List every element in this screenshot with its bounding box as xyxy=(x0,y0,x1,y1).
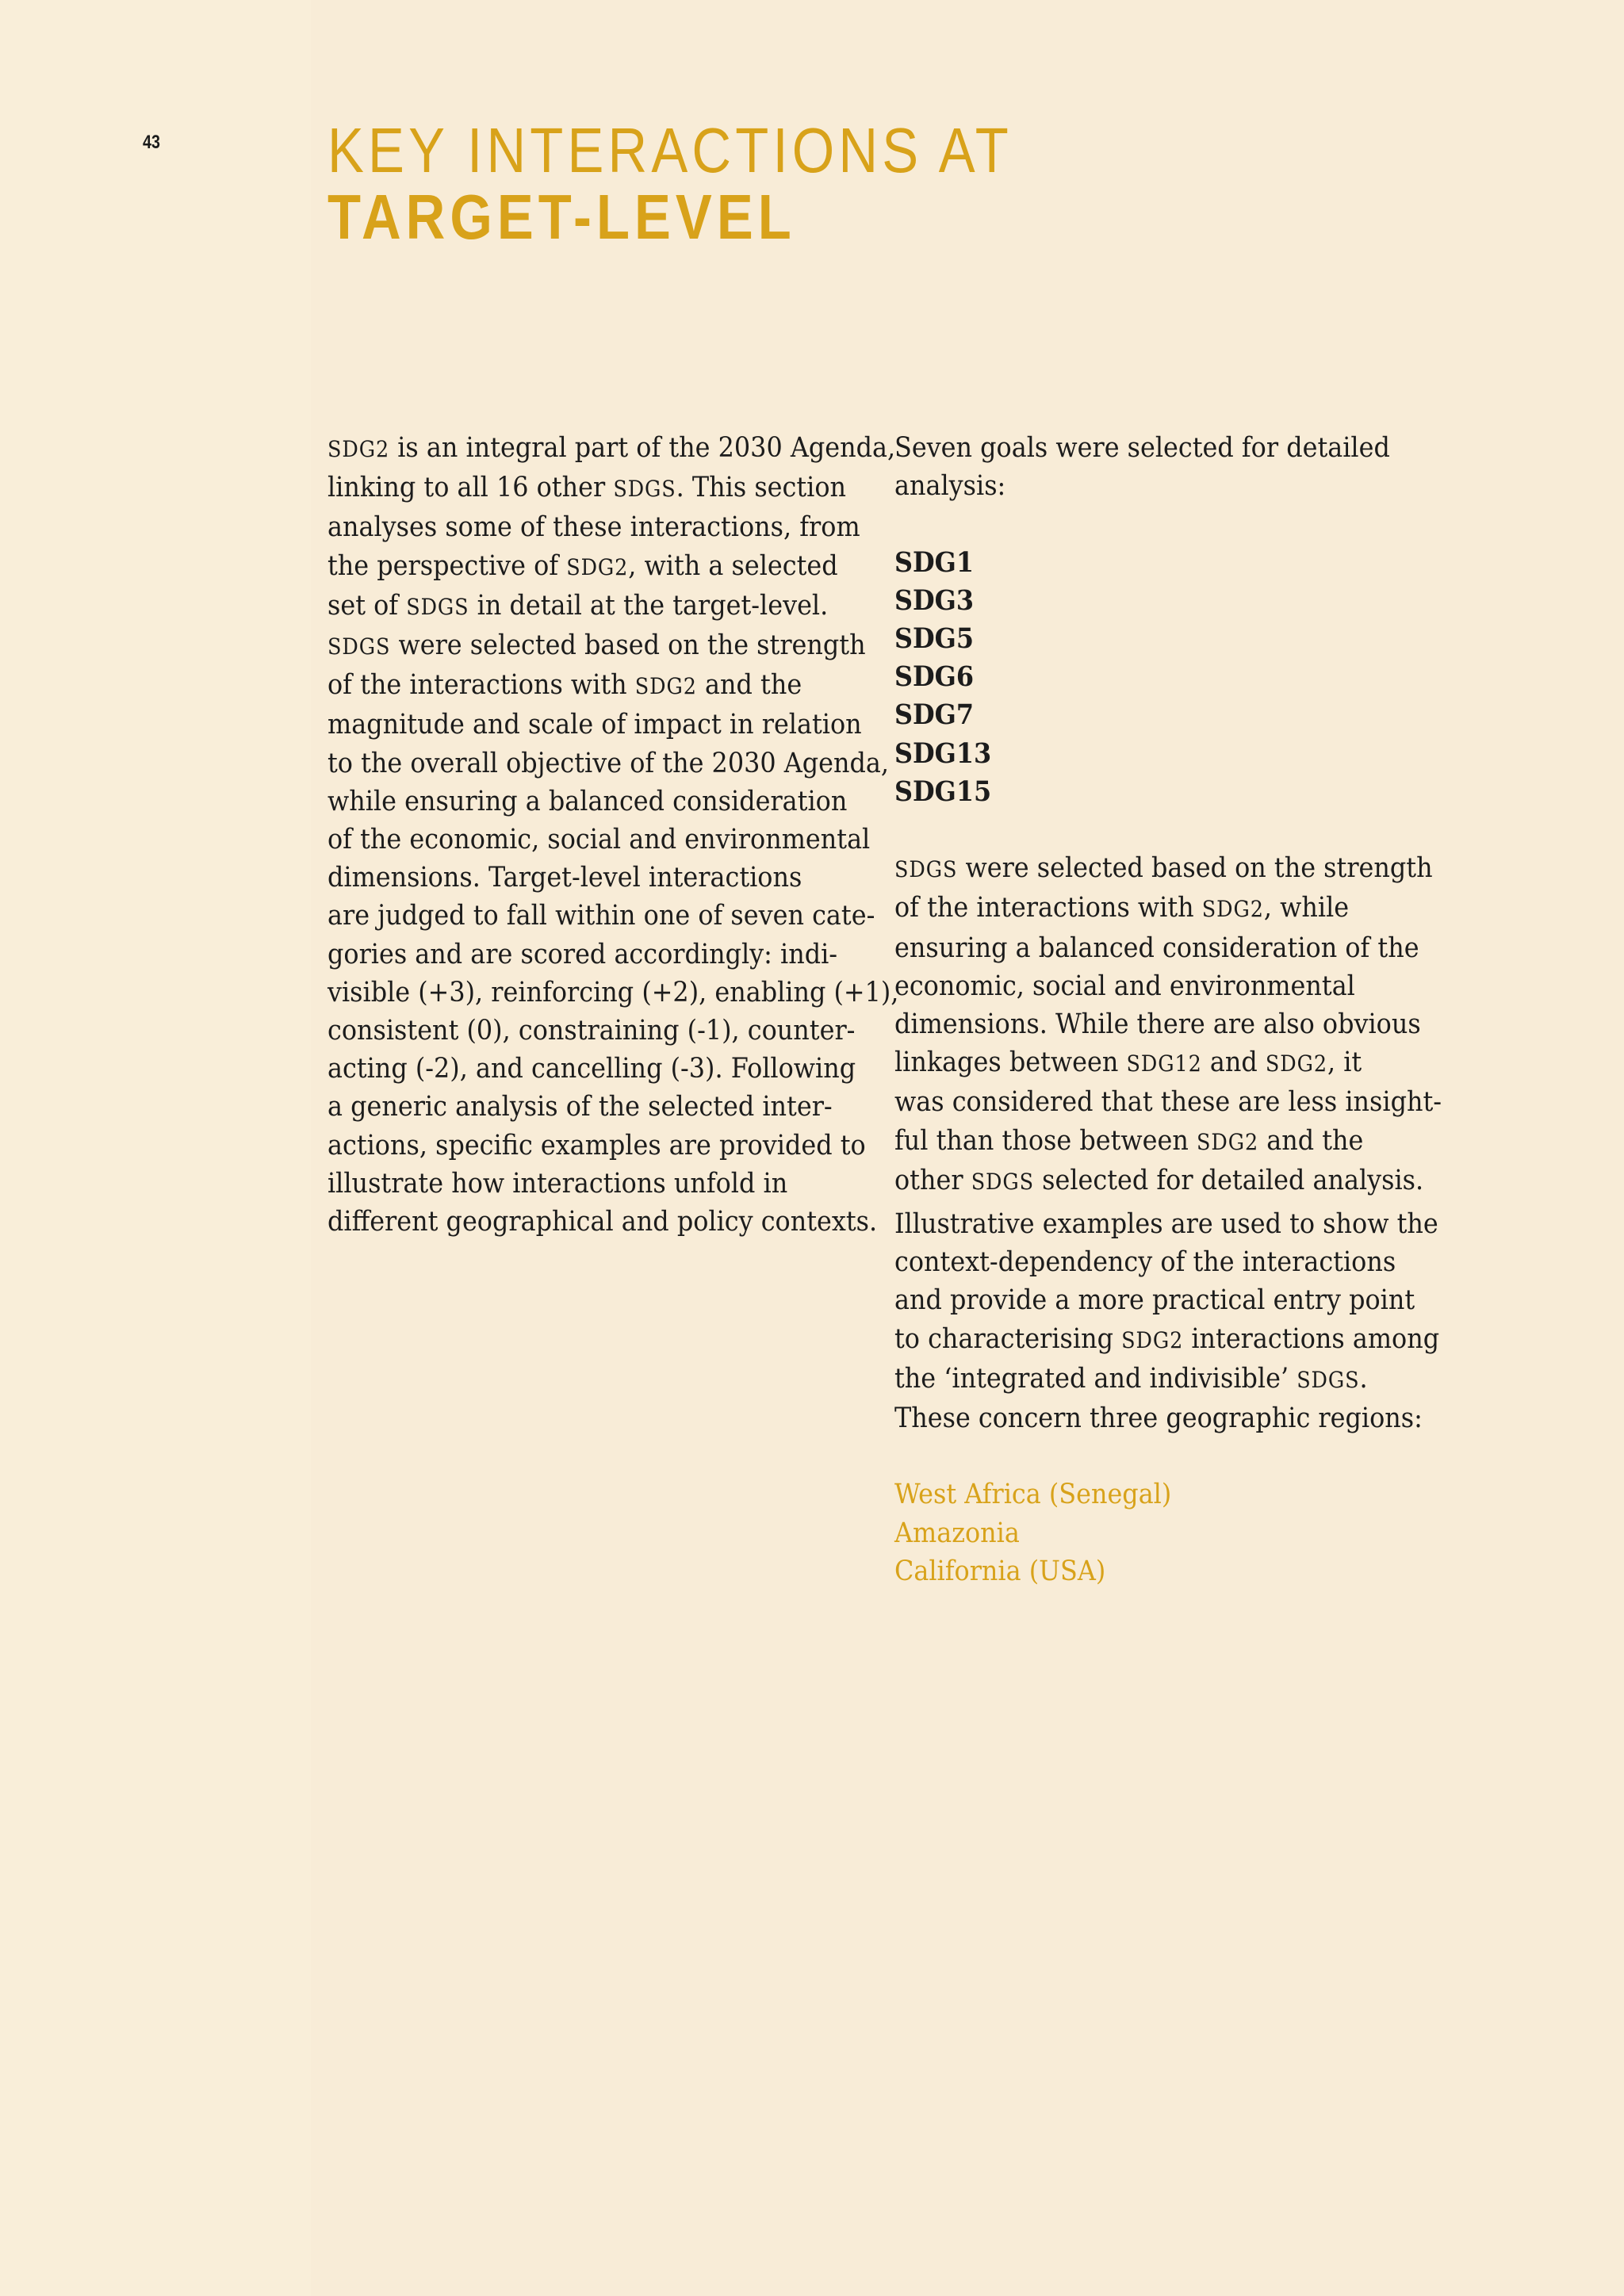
left-text-line xyxy=(327,897,875,935)
text-segment: . This section xyxy=(676,472,847,504)
left-text-line xyxy=(327,1088,833,1126)
right-intro-line: analysis: xyxy=(894,470,1006,503)
left-text-line xyxy=(327,974,899,1012)
left-text-line xyxy=(327,1203,878,1241)
right-text-line xyxy=(894,1005,1421,1043)
sdg-small-caps: SDGS xyxy=(613,476,676,503)
right-column-body xyxy=(894,429,1465,1590)
text-segment: ful than those between xyxy=(894,1124,1197,1157)
text-segment: to characterising xyxy=(894,1322,1122,1355)
text-segment: . xyxy=(1359,1362,1368,1395)
left-text-line xyxy=(327,1050,856,1088)
sdg-small-caps: SDGS xyxy=(327,633,391,660)
text-segment: is an integral part of the 2030 Agenda, xyxy=(389,432,896,464)
sdg-small-caps: SDG2 xyxy=(634,673,697,700)
right-text-line xyxy=(894,967,1414,1005)
sdg-small-caps: SDG2 xyxy=(1121,1326,1184,1353)
text-segment: dimensions. While there are also obvious xyxy=(894,1008,1421,1041)
right-text-line xyxy=(894,1083,1442,1121)
text-segment: to the overall objective of the 2030 Agenda, xyxy=(327,747,889,779)
text-segment: selected for detailed analysis. xyxy=(1034,1164,1424,1196)
sdg-list-item: SDG6 xyxy=(894,660,974,694)
right-text-line xyxy=(894,1122,1414,1161)
text-segment: , it xyxy=(1327,1047,1362,1079)
left-text-line xyxy=(327,587,833,626)
text-segment: and xyxy=(1201,1047,1266,1079)
right-text-line xyxy=(894,1205,1438,1243)
left-text-line xyxy=(327,859,833,897)
left-text-line xyxy=(327,706,862,744)
page-margin xyxy=(0,0,311,2296)
text-segment: of the economic, social and environmental xyxy=(327,824,871,856)
right-text-line xyxy=(894,929,1419,967)
spacer xyxy=(894,505,1465,543)
right-text-line xyxy=(894,1161,1424,1201)
text-segment: the perspective of xyxy=(327,549,567,582)
text-segment: were selected based on the strength xyxy=(390,629,866,662)
sdg-small-caps: SDG12 xyxy=(1126,1050,1202,1077)
region-item: West Africa (Senegal) xyxy=(894,1479,1172,1511)
right-text-line xyxy=(894,1281,1414,1319)
right-text-line xyxy=(894,1360,1414,1399)
text-segment: analyses some of these interactions, from xyxy=(327,511,860,544)
left-text-line xyxy=(327,1012,856,1050)
sdg-small-caps: SDGS xyxy=(971,1168,1035,1195)
text-segment: , while xyxy=(1263,892,1350,924)
left-text-line xyxy=(327,1127,866,1165)
text-segment: and provide a more practical entry point xyxy=(894,1284,1415,1317)
spacer xyxy=(894,1437,1465,1475)
text-segment: magnitude and scale of impact in relation xyxy=(327,709,862,741)
text-segment: actions, specific examples are provided to xyxy=(327,1129,866,1161)
title-line-1: KEY INTERACTIONS AT xyxy=(327,115,1013,186)
sdg-list-item: SDG1 xyxy=(894,545,974,579)
text-segment: context-dependency of the interactions xyxy=(894,1246,1396,1279)
text-segment: of the interactions with xyxy=(327,669,635,702)
title-line-2: TARGET-LEVEL xyxy=(327,182,796,252)
text-segment: consistent (0), constraining (-1), counter- xyxy=(327,1015,856,1047)
text-segment: a generic analysis of the selected inter- xyxy=(327,1091,833,1123)
left-text-line xyxy=(327,1165,833,1203)
text-segment: in detail at the target-level. xyxy=(469,589,829,622)
right-text-line xyxy=(894,889,1414,928)
page-title xyxy=(327,117,1124,251)
right-intro-line: Seven goals were selected for detailed xyxy=(894,432,1390,464)
text-segment: other xyxy=(894,1164,971,1196)
sdg-list-item: SDG5 xyxy=(894,622,974,655)
left-text-line xyxy=(327,626,866,666)
sdg-small-caps: SDG2 xyxy=(566,553,629,580)
regions-list xyxy=(894,1475,1465,1590)
left-text-line xyxy=(327,936,838,974)
sdg-small-caps: SDG2 xyxy=(1196,1128,1259,1155)
sdg-small-caps: SDG2 xyxy=(1265,1050,1327,1077)
sdg-small-caps: SDGS xyxy=(894,856,958,883)
text-segment: and the xyxy=(1258,1124,1364,1157)
right-text-line xyxy=(894,1043,1414,1083)
sdg-list xyxy=(894,544,1465,811)
sdg-small-caps: SDG2 xyxy=(327,436,390,462)
text-segment: and the xyxy=(696,669,802,702)
right-text-line xyxy=(894,1320,1440,1360)
region-item: Amazonia xyxy=(894,1517,1020,1549)
text-segment: was considered that these are less insight- xyxy=(894,1086,1442,1119)
text-segment: interactions among xyxy=(1183,1322,1440,1355)
sdg-list-item: SDG7 xyxy=(894,698,974,732)
text-segment: linking to all 16 other xyxy=(327,472,614,504)
right-text-line xyxy=(894,849,1433,889)
text-segment: of the interactions with xyxy=(894,892,1202,924)
left-text-line xyxy=(327,783,848,821)
left-text-line xyxy=(327,821,871,859)
text-segment: were selected based on the strength xyxy=(957,852,1433,885)
text-segment: economic, social and environmental xyxy=(894,970,1355,1002)
left-text-line xyxy=(327,429,896,469)
text-segment: dimensions. Target-level interactions xyxy=(327,862,802,894)
region-item: California (USA) xyxy=(894,1555,1106,1587)
right-paragraph-2 xyxy=(894,849,1465,1201)
text-segment: the ‘integrated and indivisible’ xyxy=(894,1362,1297,1395)
sdg-small-caps: SDG2 xyxy=(1201,896,1264,923)
left-text-line xyxy=(327,508,860,546)
left-text-line xyxy=(327,469,847,508)
right-intro-paragraph xyxy=(894,429,1465,505)
sdg-list-item: SDG13 xyxy=(894,737,992,770)
left-text-line xyxy=(327,666,833,706)
right-text-line xyxy=(894,1399,1423,1437)
left-text-line xyxy=(327,547,838,587)
text-segment: illustrate how interactions unfold in xyxy=(327,1167,788,1200)
text-segment: linkages between xyxy=(894,1047,1127,1079)
text-segment: visible (+3), reinforcing (+2), enabling (+1), xyxy=(327,976,899,1008)
text-segment: different geographical and policy contexts. xyxy=(327,1206,878,1238)
text-segment: gories and are scored accordingly: indi- xyxy=(327,938,838,970)
text-segment: while ensuring a balanced consideration xyxy=(327,785,848,817)
spacer xyxy=(894,811,1465,849)
text-segment: ensuring a balanced consideration of the xyxy=(894,932,1419,964)
text-segment: These concern three geographic regions: xyxy=(894,1402,1423,1435)
right-paragraph-3 xyxy=(894,1205,1465,1437)
left-column-body xyxy=(327,429,899,1241)
text-segment: are judged to fall within one of seven cate- xyxy=(327,900,875,932)
right-text-line xyxy=(894,1243,1414,1281)
sdg-list-item: SDG3 xyxy=(894,584,974,617)
sdg-list-item: SDG15 xyxy=(894,775,992,808)
text-segment: acting (-2), and cancelling (-3). Following xyxy=(327,1053,856,1085)
text-segment: , with a selected xyxy=(628,549,838,582)
text-segment: set of xyxy=(327,589,407,622)
left-text-line xyxy=(327,744,889,783)
page-number: 43 xyxy=(143,132,160,153)
text-segment: Illustrative examples are used to show the xyxy=(894,1208,1438,1241)
sdg-small-caps: SDGS xyxy=(1297,1366,1360,1393)
sdg-small-caps: SDGS xyxy=(406,593,469,620)
